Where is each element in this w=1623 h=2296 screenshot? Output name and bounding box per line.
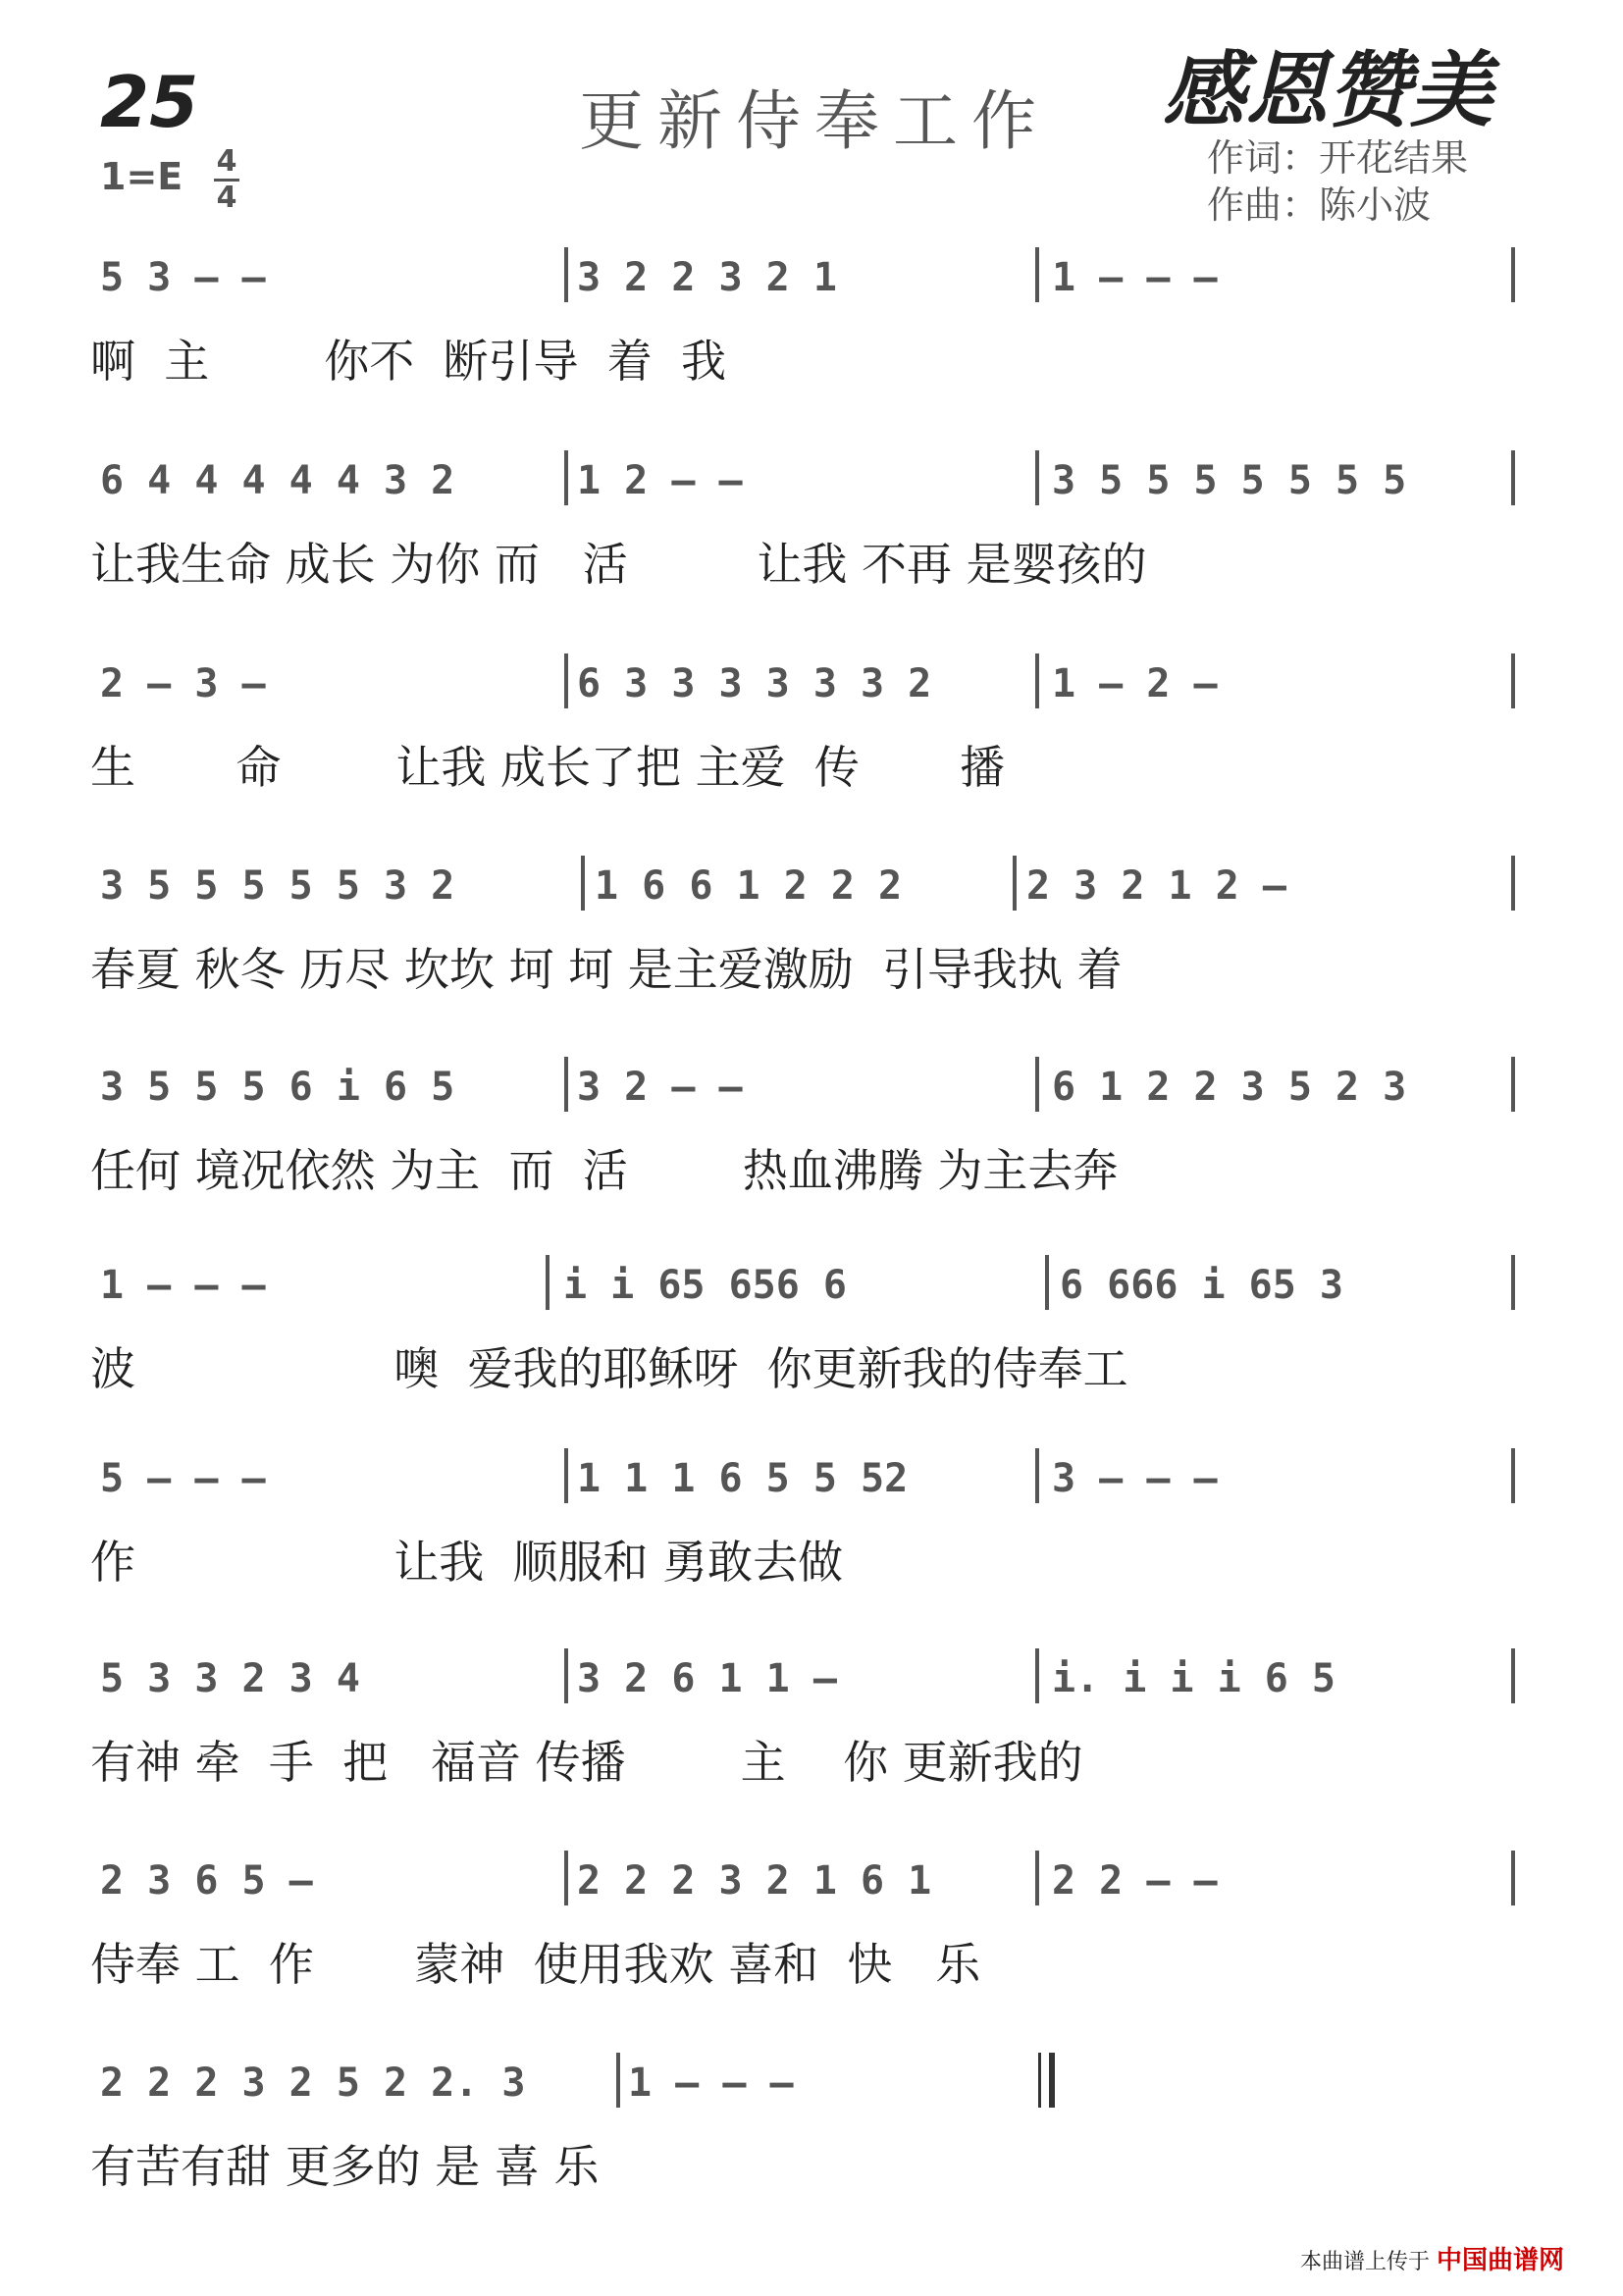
measure: 1 – – – [1052, 255, 1218, 300]
score-row [0, 2059, 1623, 2255]
lyric-line: 春夏 秋冬 历尽 坎坎 坷 坷 是主爱激励 引导我执 着 [90, 943, 1123, 996]
measure: 5 – – – [100, 1456, 266, 1501]
measure: 2 3 6 5 – [100, 1858, 313, 1904]
lyric-line: 生 命 让我 成长了把 主爱 传 播 [90, 741, 1006, 794]
measure: 1 – 2 – [1052, 661, 1218, 706]
measure: 6 4 4 4 4 4 3 2 [100, 458, 455, 503]
measure: 2 2 2 3 2 5 2 2. 3 [100, 2061, 526, 2106]
measure: 1 6 6 1 2 2 2 [595, 863, 903, 909]
key-signature: 1=E [100, 155, 183, 198]
time-signature-top: 4 [216, 144, 237, 179]
lyric-line: 让我生命 成长 为你 而 活 让我 不再 是婴孩的 [90, 538, 1147, 591]
measure: 3 – – – [1052, 1456, 1218, 1501]
measure: 1 – – – [628, 2061, 794, 2106]
score-row [0, 253, 1623, 449]
song-title: 更新侍奉工作 [579, 83, 1050, 159]
measure: 3 2 2 3 2 1 [577, 255, 837, 300]
lyric-line: 波 噢 爱我的耶稣呀 你更新我的侍奉工 [90, 1342, 1128, 1395]
lyricist: 作词：开花结果 [1207, 136, 1469, 180]
score-row [0, 456, 1623, 652]
score-row [0, 861, 1623, 1058]
measure: 2 – 3 – [100, 661, 266, 706]
lyric-line: 作 让我 顺服和 勇敢去做 [90, 1536, 844, 1589]
measure: 1 2 – – [577, 458, 743, 503]
measure: 6 1 2 2 3 5 2 3 [1052, 1065, 1407, 1110]
lyric-line: 任何 境况依然 为主 而 活 热血沸腾 为主去奔 [90, 1144, 1119, 1197]
score-row [0, 1261, 1623, 1457]
measure: 6 3 3 3 3 3 3 2 [577, 661, 932, 706]
score-row [0, 1454, 1623, 1650]
lyric-line: 侍奉 工 作 蒙神 使用我欢 喜和 快 乐 [90, 1938, 981, 1991]
upload-footer [1300, 2240, 1564, 2276]
time-signature [212, 145, 241, 215]
lyric-line: 啊 主 你不 断引导 着 我 [90, 335, 726, 388]
composer: 作曲：陈小波 [1207, 183, 1432, 227]
measure: 3 2 – – [577, 1065, 743, 1110]
final-barline [1038, 2053, 1055, 2108]
measure: 3 5 5 5 5 5 5 5 [1052, 458, 1407, 503]
measure: 1 1 1 6 5 5 52 [577, 1456, 909, 1501]
measure: 5 3 – – [100, 255, 266, 300]
measure: 2 2 – – [1052, 1858, 1218, 1904]
lyric-line: 有神 牵 手 把 福音 传播 主 你 更新我的 [90, 1736, 1083, 1789]
book-title: 感恩赞美 [1163, 42, 1493, 138]
score-row [0, 659, 1623, 856]
score-row [0, 1654, 1623, 1851]
measure: 3 2 6 1 1 – [577, 1656, 837, 1701]
time-signature-bottom: 4 [216, 181, 237, 215]
measure: i i 65 656 6 [563, 1263, 847, 1308]
measure: 2 3 2 1 2 – [1026, 863, 1286, 909]
footer-prefix: 本曲谱上传于 [1299, 2250, 1430, 2274]
measure: 2 2 2 3 2 1 6 1 [577, 1858, 932, 1904]
site-logo: 中国曲谱网 [1436, 2246, 1564, 2275]
measure: 5 3 3 2 3 4 [100, 1656, 360, 1701]
lyric-line: 有苦有甜 更多的 是 喜 乐 [90, 2140, 600, 2193]
score-row [0, 1063, 1623, 1259]
page-number: 25 [100, 61, 199, 143]
score-row [0, 1856, 1623, 2053]
measure: 3 5 5 5 5 5 3 2 [100, 863, 455, 909]
measure: 1 – – – [100, 1263, 266, 1308]
measure: i. i i i 6 5 [1052, 1656, 1335, 1701]
measure: 3 5 5 5 6 i 6 5 [100, 1065, 455, 1110]
measure: 6 666 i 65 3 [1060, 1263, 1343, 1308]
